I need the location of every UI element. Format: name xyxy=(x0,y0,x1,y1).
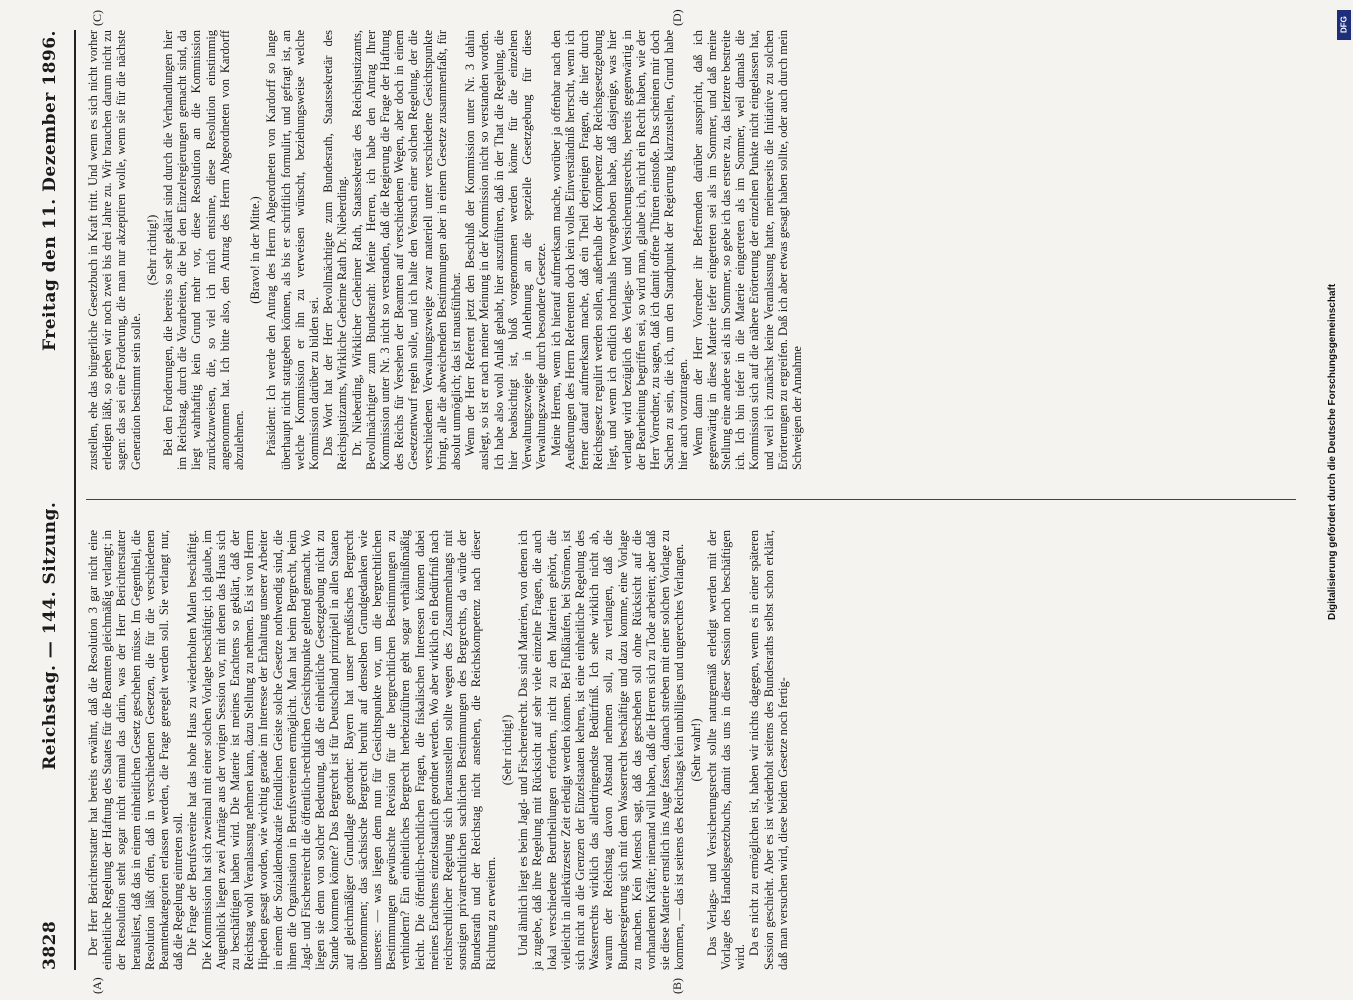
left-paragraph: Die Frage der Berufsvereine hat das hohe Haus zu wiederholten Malen beschäftigt. Die Kommission hat sich zweimal mit einer solchen Vorlage beschäftigt; ich glaube, im Augenblick liegen zwei Anträge aus der vorigen Session vor, mit denen das Haus sich zu beschäftigen haben wird. Die Materie ist meines Erachtens so geklärt, daß der Reichstag wohl Veranlassung nehmen kann, dazu Stellung zu nehmen. Es ist von Herrn Hipeden gesagt worden, wie wichtig gerade im Interesse der Erhaltung unserer Arbeiter in einem der Sozialdemokratie feindlichen Geiste solche Gesetze nothwendig sind, die ihnen die Organisation in Berufsvereinen ermöglicht. Man hat beim Bergrecht, beim Jagd- und Fischereirecht die öffentlich-rechtlichen Gesichtspunkte geltend gemacht. Wo liegen sie denn von solcher Bedeutung, daß die einheitliche Gesetzgebung nicht zu Stande kommen könnte? Das Bergrecht ist für Deutschland prinzipiell in allen Staaten auf gleichmäßiger Grundlage geordnet: Bayern hat unser preußisches Bergrecht übernommen; das sächsische Bergrecht beruht auf denselben Grundgedanken wie unseres: — was liegen denn nun für Gesichtspunkte vor, um die bergrechtlichen Bestimmungen gewünschte Revision für die bergrechtlichen Bestimmungen zu verhindern? Ein einheitliches Bergrecht herbeizuführen geht sogar verhältnißmäßig leicht. Die öffentlich-rechtlichen Fragen, die fiskalischen Interessen können dabei meines Erachtens einzelstaatlich geordnet werden. Wo aber wirklich ein Bedürfniß nach reichsrechtlicher Regelung sich herausstellen sollte wegen des Zusammenhangs mit sonstigen privatrechtlichen sachlichen Bestimmungen des Bergrechts, da würde der Bundesrath und der Reichstag nicht anstehen, die Reichskompetenz nach dieser Richtung zu erweitern. xyxy=(185,530,498,970)
right-paragraph: Dr. Nieberding, Wirklicher Geheimer Rath, Staatssekretär des Reichsjustizamts, Bevollmächtigter zum Bundesrath: Meine Herren, ich habe den Antrag Ihrer Kommission unter Nr. 3 nicht so verstanden, daß die Regierung die Frage der Haftung des Reichs für Versehen der Beamten auf verschiedenen Wegen, aber doch in einem Gesetzentwurf regeln solle, und ich halte den Versuch einer solchen Regelung, der die verschiedenen Verwaltungszweige zwar materiell unter verschiedene Gesichtspunkte bringt, alle die abweichenden Bestimmungen aber in einem Gesetze zusammenfaßt, für absolut unmöglich; das ist mausführbar. xyxy=(349,30,464,470)
interjection: (Sehr wahr!) xyxy=(688,718,703,782)
session-date: Freitag den 11. Dezember 1896. xyxy=(40,30,60,351)
digitization-credit: Digitalisierung gefördert durch die Deutsche Forschungsgemeinschaft xyxy=(1327,283,1338,620)
margin-marker-d: (D) xyxy=(670,9,684,26)
right-paragraph: zustellen, ehe das bürgerliche Gesetzbuch in Kraft tritt. Und wenn es sich nicht vorher erledigen läßt, so geben wir noch zwei bis drei Jahre zu. Wir brauchen darum nicht zu sagen: das sei eine Forderung, die man nur akzeptiren wolle, wenn sie für die nächste Generation bestimmt sein solle. xyxy=(86,30,143,470)
margin-marker-a: (A) xyxy=(90,977,104,994)
right-paragraph: Bei den Forderungen, die bereits so sehr geklärt sind durch die Verhandlungen hier im Reichstag, durch die Vorarbeiten, die bei den Einzelregierungen gemacht sind, da liegt wahrhaftig kein Grund mehr vor, diese Resolution an die Kommission zurückzuweisen, die, so viel ich mich entsinne, diese Resolution einstimmig angenommen hat. Ich bitte also, den Antrag des Herrn Abgeordneten von Kardorff abzulehnen. xyxy=(161,30,247,470)
page-number: 3828 xyxy=(40,920,60,970)
right-paragraph: Wenn der Herr Referent jetzt den Beschluß der Kommission unter Nr. 3 dahin auslegt, so ist er nach meiner Meinung in der Kommission nicht so verstanden worden. Ich habe also wohl Anlaß gehabt, hier auszuführen, daß in der That die Regelung, die hier beabsichtigt ist, bloß vorgenommen werden könne für die einzelnen Verwaltungszweige in Anlehnung an die spezielle Gesetzgebung für diese Verwaltungszweige durch besondere Gesetze. xyxy=(463,30,549,470)
right-column xyxy=(86,30,804,470)
page-header xyxy=(30,30,70,970)
right-paragraph: Präsident: Ich werde den Antrag des Herrn Abgeordneten von Kardorff so lange überhaupt nicht stattgeben können, als bis er schriftlich formulirt, und gefragt ist, an welche Kommission er ihn zu verweisen wünscht, beziehungsweise welche Kommission darüber zu bilden sei. xyxy=(264,30,322,470)
left-paragraph: Und ähnlich liegt es beim Jagd- und Fischereirecht. Das sind Materien, von denen ich ja zugebe, daß ihre Regelung mit Rücksicht auf sehr viele einzelne Fragen, die auch lokal verschiedene Beurtheilungen erfordern, nicht zu den Materien gehört, die vielleicht in allerkürzester Zeit erledigt werden können. Bei Flußläufen, bei Strömen, ist sich nicht an die Grenzen der Einzelstaaten kehren, ist eine einheitliche Regelung des Wasserrechts wirklich das allerdringendste Bedürfniß. Ich sehe wirklich nicht ab, warum der Reichstag davon Abstand nehmen soll, zu verlangen, daß die Bundesregierung sich mit dem Wasserrecht beschäftige und dazu komme, eine Vorlage zu machen. Kein Mensch sagt, daß das geschehen soll ohne Rücksicht auf die vorhandenen Kräfte; niemand will haben, daß die Herren sich zu Tode arbeiten; aber daß sie diese Materie ernstlich ins Auge fassen, danach streben mit einer solchen Vorlage zu kommen, — das ist seitens des Reichstags kein unbilliges und ungerechtes Verlangen. xyxy=(516,530,687,970)
interjection: (Sehr richtig!) xyxy=(499,714,514,786)
interjection: (Bravo! in der Mitte.) xyxy=(248,196,263,304)
session-title: Reichstag. — 144. Sitzung. xyxy=(40,501,60,770)
margin-marker-c: (C) xyxy=(90,10,104,26)
right-paragraph: Wenn dann der Herr Vorredner ihr Befremden darüber ausspricht, daß ich gegenwärtig in diese Materie tiefer eingetreten sei als im Sommer, und daß meine Stellung eine andere sei als im Sommer, so gebe ich das erstere zu, das letztere bestreite ich. Ich bin tiefer in die Materie eingetreten als im Sommer, weil damals die Kommission sich auf die nähere Erörterung der einzelnen Punkte nicht eingelassen hat, und weil ich zunächst keine Veranlassung hatte, meinerseits die Initiative zu solchen Erörterungen zu ergreifen. Daß ich aber etwas gesagt haben sollte, oder auch durch mein Schweigen der Annahme xyxy=(690,30,804,470)
column-divider xyxy=(86,499,1296,500)
right-paragraph: Meine Herren, wenn ich hierauf aufmerksam mache, worüber ja offenbar nach den Aeußerungen des Herrn Referenten doch kein volles Einverständniß herrscht, wenn ich ferner darauf aufmerksam mache, daß ein Theil derjenigen Fragen, die hier durch Reichsgesetz regulirt werden sollen, außerhalb der Kompetenz der Reichsgesetzgebung liegt, und wenn ich endlich nochmals hervorgehoben habe, daß dasjenige, was hier verlangt wird bezüglich des Verlags- und Versicherungsrechts, bereits gegenwärtig in der Bearbeitung begriffen sei, so wird man, glaube ich, nicht ein Recht haben, wie der Herr Vorredner, zu sagen, daß ich damit offene Thüren einstoße. Das scheinen mir doch Sachen zu sein, die ich, um den Standpunkt der Regierung klarzustellen, Grund habe hier auch vorzutragen. xyxy=(548,30,691,470)
right-paragraph: Das Wort hat der Herr Bevollmächtigte zum Bundesrath, Staatssekretär des Reichsjustizamts, Wirkliche Geheime Rath Dr. Nieberding. xyxy=(321,30,350,470)
left-paragraph: Da es nicht zu ermöglichen ist, haben wir nichts dagegen, wenn es in einer späteren Session geschieht. Aber es ist wiederholt seitens des Bundesraths selbst schon erklärt, daß man versuchen wird, diese beiden Gesetze noch fertig- xyxy=(747,530,790,970)
left-column xyxy=(86,530,790,970)
header-rule xyxy=(74,30,76,970)
margin-marker-b: (B) xyxy=(670,978,684,994)
left-paragraph: Das Verlags- und Versicherungsrecht sollte naturgemäß erledigt werden mit der Vorlage des Handelsgesetzbuchs, damit das uns in dieser Session noch beschäftigen wird. xyxy=(704,530,748,970)
interjection: (Sehr richtig!) xyxy=(144,214,159,286)
rotated-sheet xyxy=(30,9,1310,994)
dfg-logo: DFG xyxy=(1337,10,1351,40)
left-paragraph: Der Herr Berichterstatter hat bereits erwähnt, daß die Resolution 3 gar nicht eine einheitliche Regelung der Haftung des Staates für die Beamten gleichmäßig verlangt; in der Resolution steht sogar nicht einmal das darin, was der Herr Berichterstatter herausliest, daß das in einem einheitlichen Gesetz geschehen müsse. Im Gegentheil, die Resolution läßt offen, daß in verschiedenen Gesetzen, die für die verschiedenen Beamtenkategorien erlassen werden, die Frage geregelt werden soll. Sie verlangt nur, daß die Regelung eintreten soll. xyxy=(86,530,186,970)
